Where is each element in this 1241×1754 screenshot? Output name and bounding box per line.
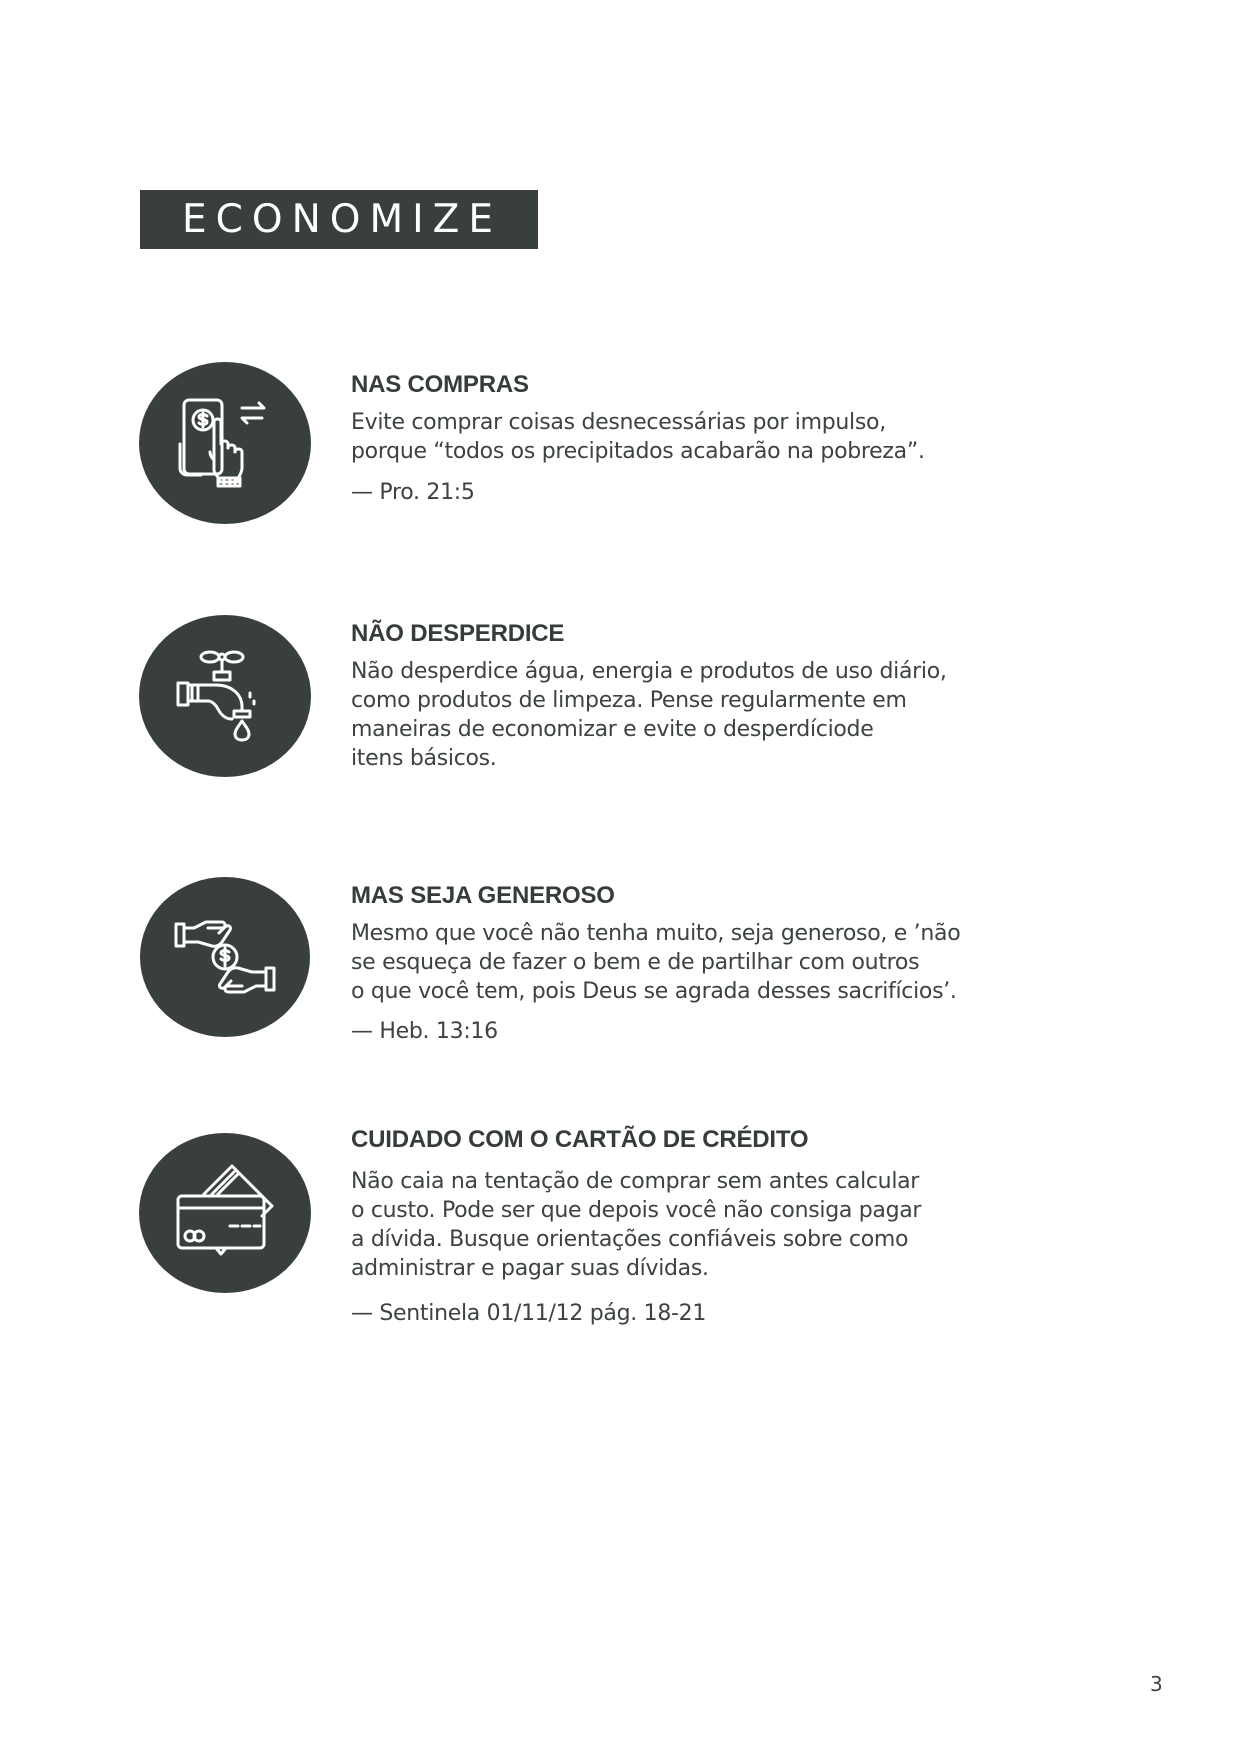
tip-heading: CUIDADO COM O CARTÃO DE CRÉDITO (351, 1126, 809, 1153)
tip-body: Não caia na tentação de comprar sem antes calcular o custo. Pode ser que depois você não consiga pagar a dívida. Busque orientações confiáveis sobre como administrar e pagar suas dívidas. (351, 1169, 922, 1281)
dripping-faucet-icon (170, 641, 280, 751)
tip-icon-circle (139, 1133, 311, 1293)
tip-heading: NÃO DESPERDICE (351, 620, 565, 647)
tip-body: Não desperdice água, energia e produtos de uso diário, como produtos de limpeza. Pense regularmente em maneiras de economizar e evite o desperdíciode itens básicos. (351, 659, 947, 771)
tip-reference: — Sentinela 01/11/12 pág. 18-21 (351, 1301, 707, 1326)
tip-body: Mesmo que você não tenha muito, seja generoso, e ’não se esqueça de fazer o bem e de partilhar com outros o que você tem, pois Deus se agrada desses sacrifícios’. (351, 921, 961, 1004)
section-title: ECONOMIZE (182, 197, 502, 242)
page-number: 3 (1150, 1672, 1163, 1696)
tip-icon-circle (140, 877, 310, 1037)
tip-content (351, 1125, 991, 1326)
tip-content (351, 619, 991, 773)
tip-icon-circle (139, 362, 311, 524)
tip-heading: MAS SEJA GENEROSO (351, 882, 615, 909)
tip-body: Evite comprar coisas desnecessárias por impulso, porque “todos os precipitados acabarão na pobreza”. (351, 410, 925, 464)
tip-content (351, 370, 991, 505)
shopping-hand-icon (170, 388, 280, 498)
tip-reference: — Heb. 13:16 (351, 1019, 498, 1044)
tip-heading: NAS COMPRAS (351, 371, 529, 398)
section-title-banner (140, 190, 538, 249)
credit-cards-icon (170, 1158, 280, 1268)
tip-icon-circle (139, 615, 311, 777)
tip-content (351, 881, 991, 1044)
tip-reference: — Pro. 21:5 (351, 480, 475, 505)
giving-money-hands-icon (170, 902, 280, 1012)
